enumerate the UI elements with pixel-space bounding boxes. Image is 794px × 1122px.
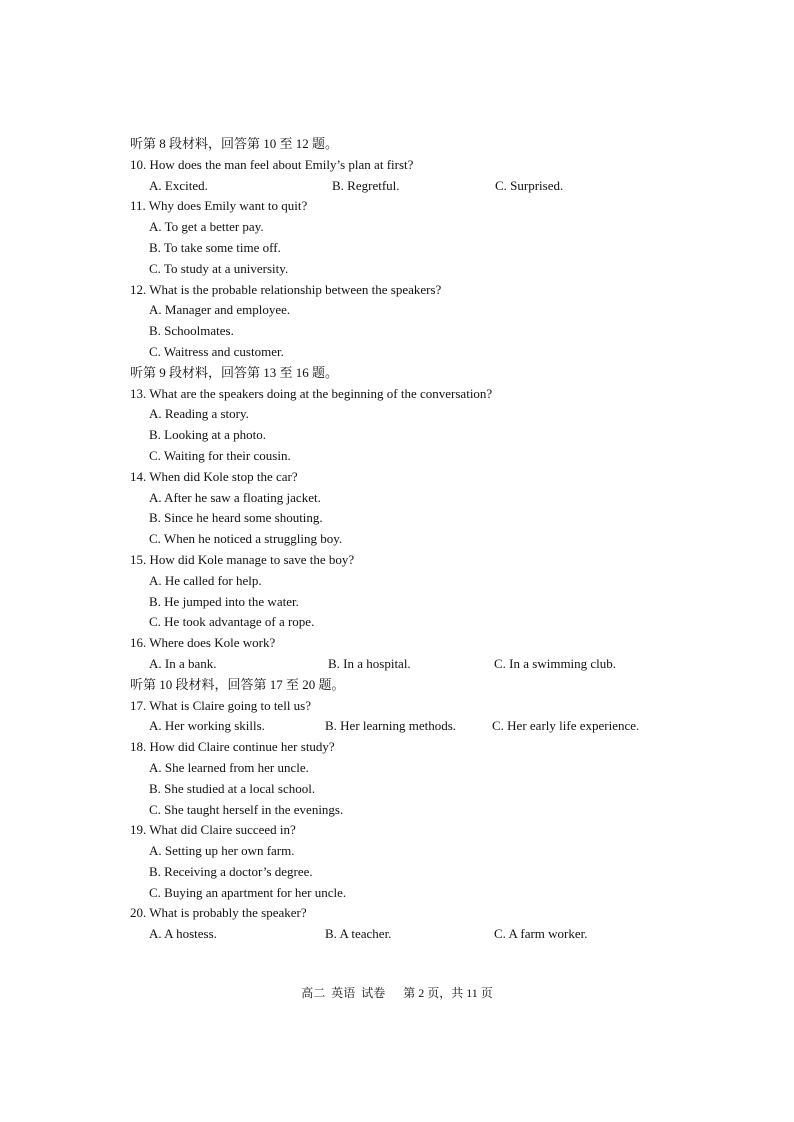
question-15: 15. How did Kole manage to save the boy? xyxy=(130,551,355,567)
option-b: B. He jumped into the water. xyxy=(149,593,299,609)
option-b: B. A teacher. xyxy=(325,926,392,942)
option-a: A. After he saw a floating jacket. xyxy=(149,489,321,505)
question-17: 17. What is Claire going to tell us? xyxy=(130,697,312,713)
question-19: 19. What did Claire succeed in? xyxy=(130,822,296,838)
option-c: C. Waiting for their cousin. xyxy=(149,447,291,463)
listening-section xyxy=(130,134,730,945)
section-heading-9: 听第 9 段材料，回答第 13 至 16 题。 xyxy=(130,364,339,380)
option-a: A. Excited. xyxy=(149,177,208,193)
question-20: 20. What is probably the speaker? xyxy=(130,905,307,921)
option-b: B. Her learning methods. xyxy=(325,718,457,734)
option-a: A. Reading a story. xyxy=(149,406,249,422)
option-a: A. A hostess. xyxy=(149,926,217,942)
question-18: 18. How did Claire continue her study? xyxy=(130,739,335,755)
section-heading-8: 听第 8 段材料，回答第 10 至 12 题。 xyxy=(130,136,339,151)
option-c: C. To study at a university. xyxy=(149,260,289,276)
page-footer: 高二 英语 试卷 第 2 页，共 11 页 xyxy=(301,986,493,1000)
question-11: 11. Why does Emily want to quit? xyxy=(130,198,308,214)
option-c: C. A farm worker. xyxy=(494,926,588,942)
option-c: C. When he noticed a struggling boy. xyxy=(149,531,343,547)
question-17-options xyxy=(130,716,730,737)
option-a: A. Setting up her own farm. xyxy=(149,843,295,859)
option-b: B. Since he heard some shouting. xyxy=(149,510,323,526)
option-b: B. In a hospital. xyxy=(328,655,411,671)
option-c: C. Her early life experience. xyxy=(492,718,640,734)
option-a: A. In a bank. xyxy=(149,655,217,671)
question-14: 14. When did Kole stop the car? xyxy=(130,468,298,484)
option-c: C. Buying an apartment for her uncle. xyxy=(149,884,347,900)
option-b: B. Receiving a doctor’s degree. xyxy=(149,863,313,879)
option-c: C. He took advantage of a rope. xyxy=(149,614,315,630)
option-a: A. To get a better pay. xyxy=(149,219,264,235)
question-13: 13. What are the speakers doing at the beginning of the conversation? xyxy=(130,385,493,401)
option-c: C. Waitress and customer. xyxy=(149,343,284,359)
question-16: 16. Where does Kole work? xyxy=(130,635,276,651)
option-a: A. Manager and employee. xyxy=(149,302,291,318)
option-c: C. In a swimming club. xyxy=(494,655,617,671)
option-a: A. Her working skills. xyxy=(149,718,265,734)
option-c: C. Surprised. xyxy=(495,177,564,193)
option-b: B. Looking at a photo. xyxy=(149,427,266,443)
option-b: B. To take some time off. xyxy=(149,239,281,255)
question-20-options xyxy=(130,924,730,945)
question-12: 12. What is the probable relationship between the speakers? xyxy=(130,281,442,297)
option-b: B. She studied at a local school. xyxy=(149,780,316,796)
option-a: A. She learned from her uncle. xyxy=(149,759,309,775)
option-b: B. Schoolmates. xyxy=(149,323,234,339)
option-a: A. He called for help. xyxy=(149,572,262,588)
question-10-options xyxy=(130,176,730,197)
section-heading-10: 听第 10 段材料，回答第 17 至 20 题。 xyxy=(130,676,345,692)
question-16-options xyxy=(130,654,730,675)
question-10: 10. How does the man feel about Emily’s plan at first? xyxy=(130,156,414,172)
option-b: B. Regretful. xyxy=(332,177,400,193)
option-c: C. She taught herself in the evenings. xyxy=(149,801,344,817)
